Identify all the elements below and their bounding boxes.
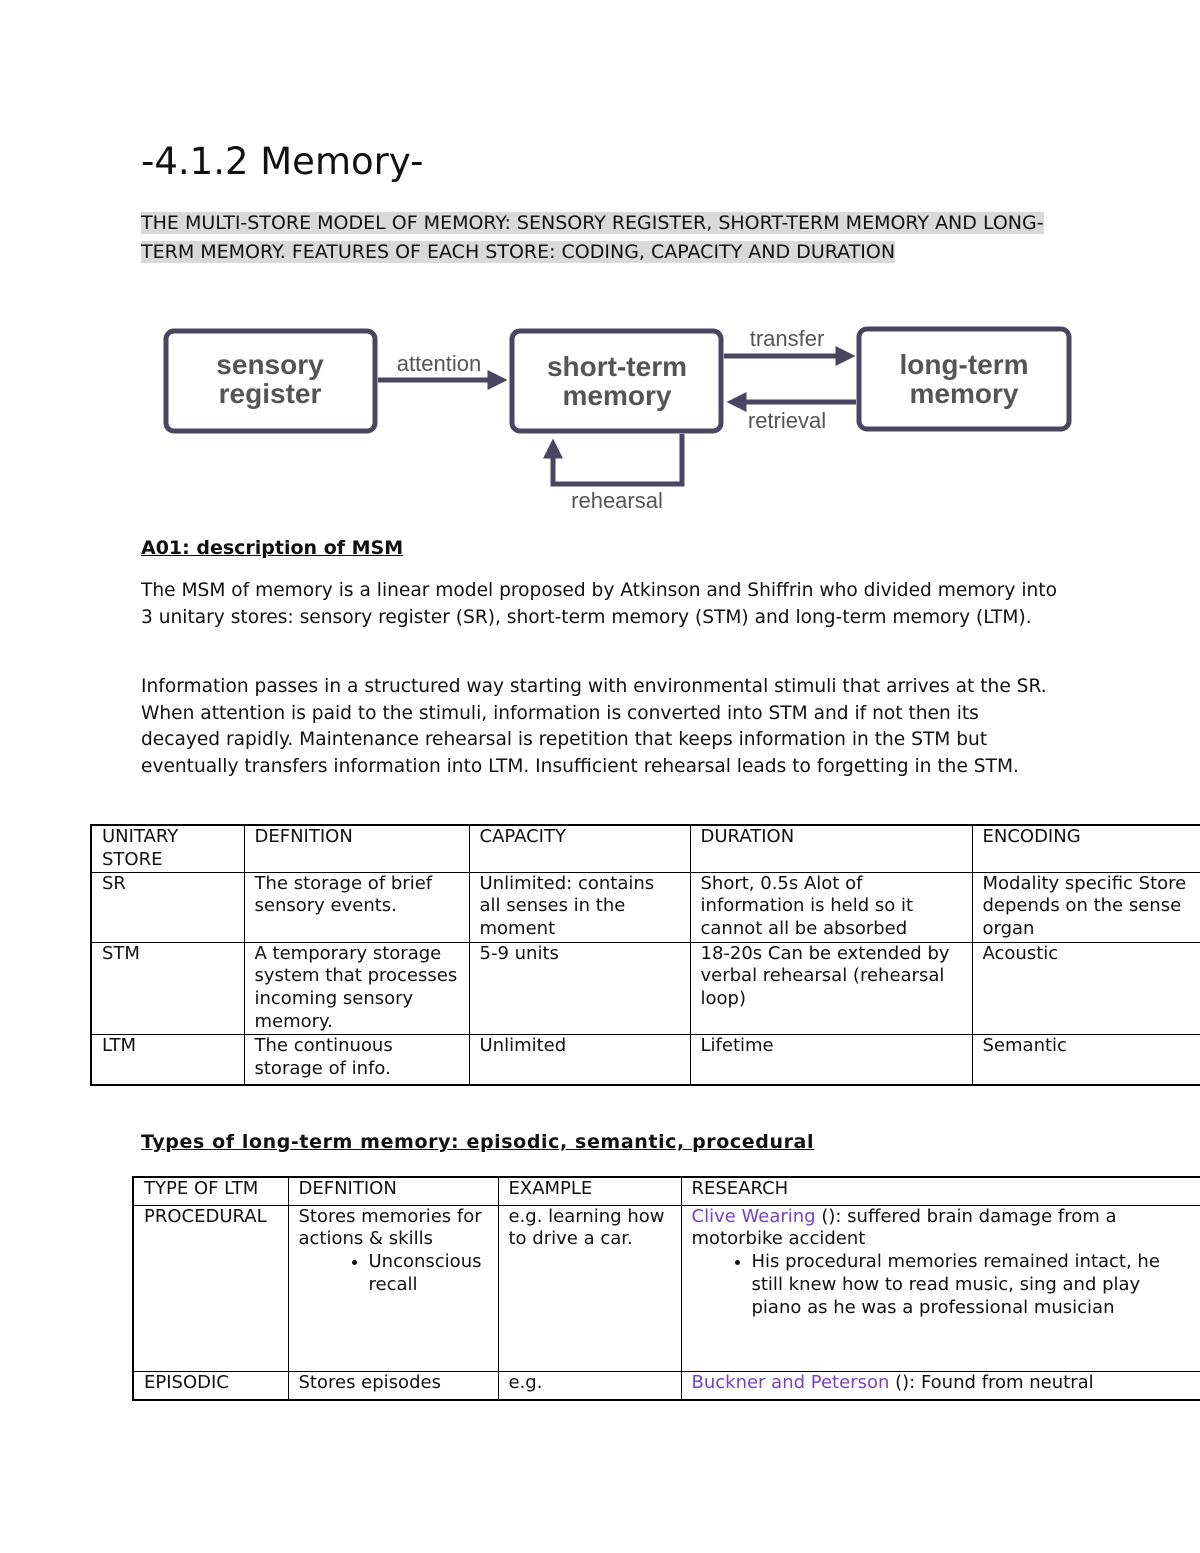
cell: Unlimited: contains all senses in the moment: [469, 872, 690, 942]
stm-label-1: short-term: [546, 351, 688, 382]
research-link[interactable]: Clive Wearing: [691, 1205, 816, 1227]
cell-text: Stores memories for actions & skills: [298, 1205, 482, 1250]
header-cell: TYPE OF LTM: [133, 1177, 288, 1205]
attention-label: attention: [396, 351, 482, 376]
cell: EPISODIC: [133, 1371, 288, 1400]
list-item: • Unconscious recall: [369, 1251, 488, 1297]
rehearsal-label: rehearsal: [571, 488, 663, 513]
table-header-row: [91, 825, 1200, 872]
transfer-label: transfer: [749, 326, 825, 351]
header-cell: RESEARCH: [681, 1177, 1200, 1205]
table-header-row: [133, 1177, 1200, 1205]
sensory-label: sensory: [216, 349, 324, 380]
header-cell: EXAMPLE: [498, 1177, 681, 1205]
cell: e.g. learning how to drive a car.: [498, 1205, 681, 1371]
cell: The continuous storage of info.: [244, 1034, 469, 1085]
ltm-label-1: long-term: [899, 349, 1029, 380]
page-title: -4.1.2 Memory-: [141, 140, 424, 183]
paragraph: The MSM of memory is a linear model proposed by Atkinson and Shiffrin who divided memory into 3 unitary stores: sensory register (SR), short-term memory (STM) and long-term memory (LTM).: [141, 580, 1057, 628]
cell: Modality specific Store depends on the sense organ: [972, 872, 1200, 942]
ltm-label-2: memory: [909, 378, 1019, 409]
cell: 5-9 units: [469, 942, 690, 1034]
table-row: [133, 1205, 1200, 1371]
header-cell: DURATION: [690, 825, 972, 872]
cell: [288, 1205, 498, 1371]
section-heading-a01: A01: description of MSM: [141, 537, 404, 559]
cell: [681, 1205, 1200, 1371]
header-cell: ENCODING: [972, 825, 1200, 872]
header-cell: DEFNITION: [288, 1177, 498, 1205]
cell: LTM: [91, 1034, 244, 1085]
header-cell: CAPACITY: [469, 825, 690, 872]
rehearsal-arrow: [553, 434, 682, 484]
cell: Acoustic: [972, 942, 1200, 1034]
register-label: register: [218, 378, 322, 409]
retrieval-label: retrieval: [747, 408, 827, 433]
section-heading-ltm-types: Types of long-term memory: episodic, semantic, procedural: [141, 1131, 815, 1153]
store-comparison-table: [90, 824, 1200, 1086]
cell: Unlimited: [469, 1034, 690, 1085]
cell: [681, 1371, 1200, 1400]
cell: 18-20s Can be extended by verbal rehearsal (rehearsal loop): [690, 942, 972, 1034]
list-item: • His procedural memories remained intact, he still knew how to read music, sing and play piano as he was a professional musician: [752, 1251, 1193, 1319]
header-cell: DEFNITION: [244, 825, 469, 872]
msm-diagram: [0, 310, 1200, 525]
cell: Stores episodes: [288, 1371, 498, 1400]
stm-label-2: memory: [562, 380, 672, 411]
ltm-types-table: [132, 1176, 1200, 1401]
cell-text: (): Found from neutral: [889, 1371, 1094, 1393]
cell-text: (): suffered brain damage from a motorbike accident: [691, 1205, 1117, 1250]
cell: SR: [91, 872, 244, 942]
cell: Lifetime: [690, 1034, 972, 1085]
cell: Semantic: [972, 1034, 1200, 1085]
table-row: [91, 872, 1200, 942]
cell: Short, 0.5s Alot of information is held so it cannot all be absorbed: [690, 872, 972, 942]
research-link[interactable]: Buckner and Peterson: [691, 1371, 890, 1393]
topic-subtitle: THE MULTI-STORE MODEL OF MEMORY: SENSORY REGISTER, SHORT-TERM MEMORY AND LONG-TERM MEMORY. FEATURES OF EACH STORE: CODING, CAPACITY AND DURATION: [141, 212, 1044, 263]
table-row: [91, 942, 1200, 1034]
cell: STM: [91, 942, 244, 1034]
paragraph: Information passes in a structured way starting with environmental stimuli that arrives at the SR. When attention is paid to the stimuli, information is converted into STM and if not then its decayed rapidly. Maintenance rehearsal is repetition that keeps information in the STM but eventually transfers information into LTM. Insufficient rehearsal leads to forgetting in the STM.: [141, 676, 1047, 777]
table-row: [91, 1034, 1200, 1085]
table-row: [133, 1371, 1200, 1400]
cell: e.g.: [498, 1371, 681, 1400]
header-cell: UNITARY STORE: [91, 825, 244, 872]
cell: The storage of brief sensory events.: [244, 872, 469, 942]
cell: A temporary storage system that processes incoming sensory memory.: [244, 942, 469, 1034]
cell: PROCEDURAL: [133, 1205, 288, 1371]
